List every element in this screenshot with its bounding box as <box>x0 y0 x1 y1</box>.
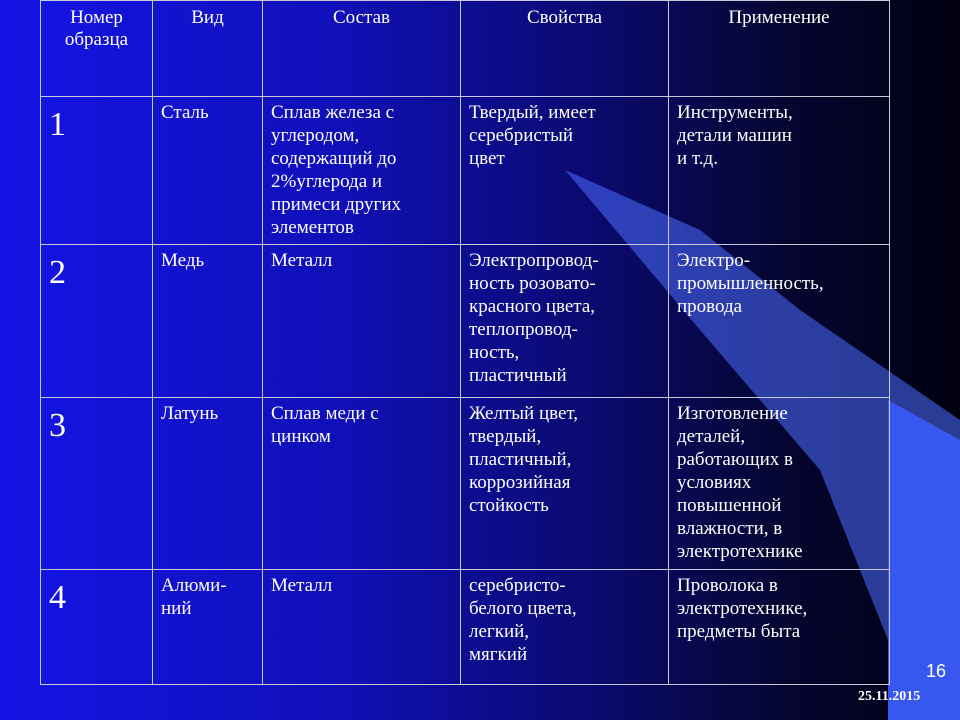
composition-cell: Сплав меди с цинком <box>263 398 461 570</box>
slide-page-number: 16 <box>926 661 947 681</box>
table-row <box>41 398 890 570</box>
table-row <box>41 245 890 398</box>
composition-cell: Сплав железа с углеродом, содержащий до 2%углерода и примеси других элементов <box>263 97 461 245</box>
table-row <box>41 97 890 245</box>
header-sample-number: Номер образца <box>41 1 153 97</box>
sample-number-cell: 4 <box>41 570 153 685</box>
composition-cell: Металл <box>263 570 461 685</box>
table-row <box>41 570 890 685</box>
materials-table <box>40 0 890 685</box>
application-cell: Инструменты, детали машин и т.д. <box>669 97 890 245</box>
kind-cell: Медь <box>153 245 263 398</box>
application-cell: Проволока в электротехнике, предметы быта <box>669 570 890 685</box>
properties-cell: Твердый, имеет серебристый цвет <box>461 97 669 245</box>
sample-number-cell: 1 <box>41 97 153 245</box>
application-cell: Изготовление деталей, работающих в условиях повышенной влажности, в электротехнике <box>669 398 890 570</box>
kind-cell: Алюми- ний <box>153 570 263 685</box>
header-properties: Свойства <box>461 1 669 97</box>
sample-number-cell: 3 <box>41 398 153 570</box>
table-body <box>41 97 890 685</box>
header-application: Применение <box>669 1 890 97</box>
composition-cell: Металл <box>263 245 461 398</box>
right-edge-strip <box>888 400 960 720</box>
properties-cell: Электропровод- ность розовато- красного цвета, теплопровод- ность, пластичный <box>461 245 669 398</box>
sample-number-cell: 2 <box>41 245 153 398</box>
application-cell: Электро- промышленность, провода <box>669 245 890 398</box>
properties-cell: Желтый цвет, твердый, пластичный, коррозийная стойкость <box>461 398 669 570</box>
header-kind: Вид <box>153 1 263 97</box>
properties-cell: серебристо- белого цвета, легкий, мягкий <box>461 570 669 685</box>
slide-date: 25.11.2015 <box>858 689 921 704</box>
kind-cell: Латунь <box>153 398 263 570</box>
header-composition: Состав <box>263 1 461 97</box>
table-header-row <box>41 1 890 97</box>
kind-cell: Сталь <box>153 97 263 245</box>
